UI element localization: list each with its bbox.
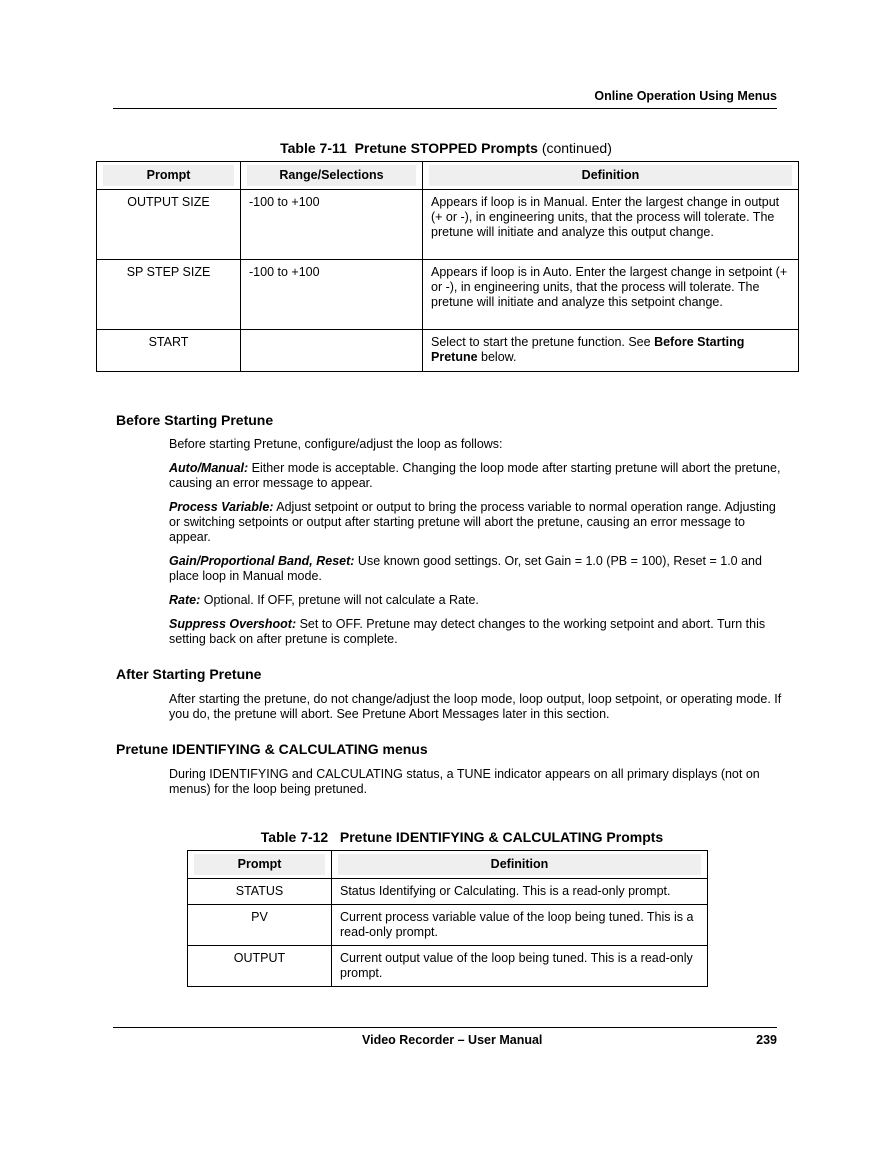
table-header-row bbox=[97, 162, 799, 190]
column-header: Definition bbox=[332, 851, 708, 879]
paragraph-item: Auto/Manual: Either mode is acceptable. Changing the loop mode after starting pretune will abort the pretune, causing an error message to appear. bbox=[169, 461, 781, 490]
page-number: 239 bbox=[756, 1033, 777, 1047]
prompt-cell: SP STEP SIZE bbox=[97, 260, 241, 330]
prompt-cell: START bbox=[97, 330, 241, 372]
table-row bbox=[97, 330, 799, 372]
paragraph: Before starting Pretune, configure/adjust the loop as follows: bbox=[169, 437, 503, 451]
table-caption-number: Table 7-12 bbox=[260, 829, 329, 845]
section-heading: Before Starting Pretune bbox=[116, 412, 274, 428]
table-caption-title: Pretune STOPPED Prompts bbox=[354, 140, 538, 156]
definition-cell: Current process variable value of the loop being tuned. This is a read-only prompt. bbox=[332, 905, 708, 946]
table-row bbox=[97, 260, 799, 330]
running-header-title: Online Operation Using Menus bbox=[594, 89, 777, 103]
table-row bbox=[188, 879, 708, 905]
table-row bbox=[188, 946, 708, 987]
paragraph-item: Process Variable: Adjust setpoint or output to bring the process variable to normal operation range. Adjusting or switching setpoints or output after starting pretune will abort the pretune, causing an error message to appear. bbox=[169, 500, 776, 544]
cross-reference: Before Starting Pretune bbox=[431, 335, 745, 364]
table-7-12-caption bbox=[16, 829, 892, 845]
table-caption-number: Table 7-11 bbox=[280, 140, 347, 156]
definition-cell: Appears if loop is in Manual. Enter the largest change in output (+ or -), in engineering units, that the process will tolerate. The pretune will initiate and analyze this output change. bbox=[423, 190, 799, 260]
table-caption-suffix: (continued) bbox=[541, 140, 612, 156]
range-cell bbox=[241, 330, 423, 372]
range-cell: -100 to +100 bbox=[241, 260, 423, 330]
column-header: Range/Selections bbox=[241, 162, 423, 190]
pretune-stopped-table bbox=[96, 161, 799, 372]
definition-cell: Status Identifying or Calculating. This is a read-only prompt. bbox=[332, 879, 708, 905]
footer-manual-title: Video Recorder – User Manual bbox=[362, 1033, 543, 1047]
column-header: Definition bbox=[423, 162, 799, 190]
table-caption-title: Pretune IDENTIFYING & CALCULATING Prompts bbox=[339, 829, 664, 845]
paragraph: After starting the pretune, do not change/adjust the loop mode, loop output, loop setpoint, or operating mode. If you do, the pretune will abort. See Pretune Abort Messages later in this section. bbox=[169, 692, 782, 721]
column-header: Prompt bbox=[97, 162, 241, 190]
prompt-cell: OUTPUT bbox=[188, 946, 332, 987]
definition-cell: Appears if loop is in Auto. Enter the largest change in setpoint (+ or -), in engineering units, that the process will tolerate. The pretune will initiate and analyze this setpoint change. bbox=[423, 260, 799, 330]
definition-cell: Current output value of the loop being tuned. This is a read-only prompt. bbox=[332, 946, 708, 987]
paragraph-item: Gain/Proportional Band, Reset: Use known good settings. Or, set Gain = 1.0 (PB = 100), Reset = 1.0 and place loop in Manual mode. bbox=[169, 554, 762, 583]
prompt-cell: STATUS bbox=[188, 879, 332, 905]
prompt-cell: OUTPUT SIZE bbox=[97, 190, 241, 260]
table-7-11-caption bbox=[0, 140, 892, 156]
range-cell: -100 to +100 bbox=[241, 190, 423, 260]
header-rule bbox=[113, 108, 777, 109]
section-heading: After Starting Pretune bbox=[116, 666, 262, 682]
paragraph: During IDENTIFYING and CALCULATING status, a TUNE indicator appears on all primary displays (not on menus) for the loop being pretuned. bbox=[169, 767, 760, 796]
section-heading: Pretune IDENTIFYING & CALCULATING menus bbox=[116, 741, 428, 757]
definition-cell: Select to start the pretune function. See Before Starting Pretune below. bbox=[423, 330, 799, 372]
paragraph-item: Suppress Overshoot: Set to OFF. Pretune may detect changes to the working setpoint and abort. Turn this setting back on after pretune is complete. bbox=[169, 617, 766, 646]
table-row bbox=[188, 905, 708, 946]
table-header-row bbox=[188, 851, 708, 879]
table-row bbox=[97, 190, 799, 260]
pretune-identifying-table bbox=[187, 850, 708, 987]
column-header: Prompt bbox=[188, 851, 332, 879]
paragraph-item: Rate: Optional. If OFF, pretune will not calculate a Rate. bbox=[169, 593, 479, 607]
footer-rule bbox=[113, 1027, 777, 1028]
prompt-cell: PV bbox=[188, 905, 332, 946]
